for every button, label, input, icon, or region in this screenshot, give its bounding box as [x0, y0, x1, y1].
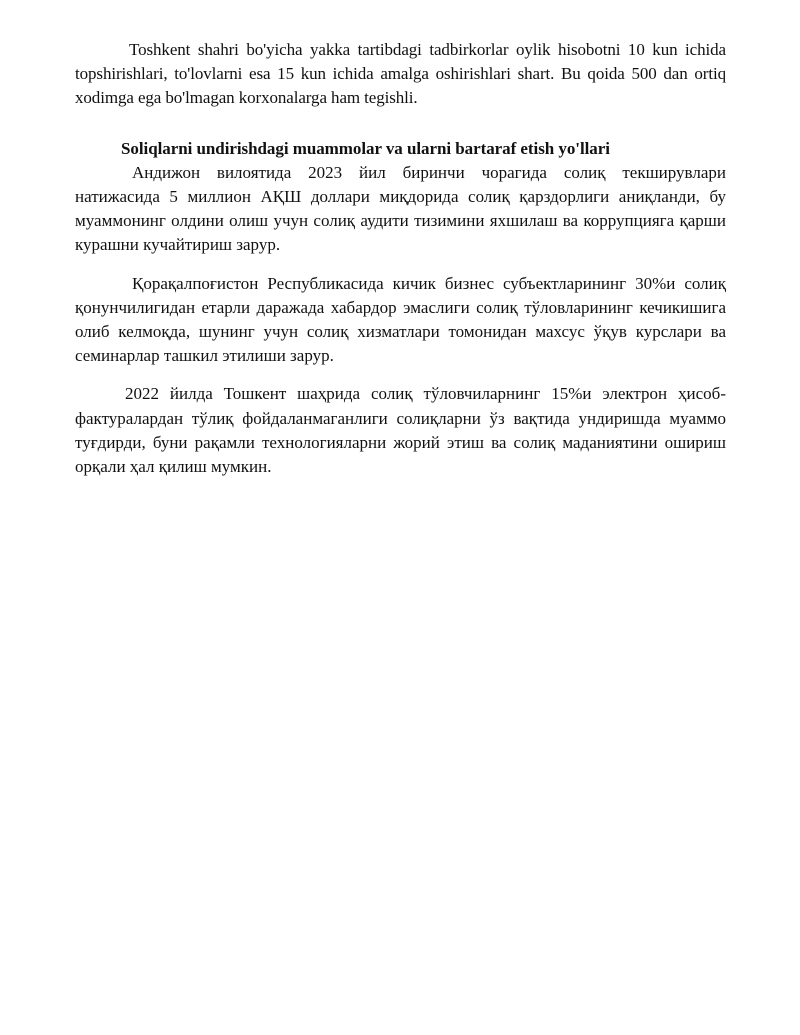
section-heading: Soliqlarni undirishdagi muammolar va ularni bartaraf etish yo'llari	[121, 138, 610, 158]
document-page	[75, 38, 726, 479]
paragraph-karakalpakstan-business: Қорақалпоғистон Республикасида кичик бизнес субъектларининг 30%и солиқ қонунчилигидан етарли даражада хабардор эмаслиги солиқ тўловларининг кечикишига олиб келмоқда, шунинг учун солиқ хизматлари томонидан махсус ўқув курслари ва семинарлар ташкил этилиши зарур.	[75, 273, 726, 366]
paragraph-andijan-audit: Андижон вилоятида 2023 йил биринчи чорагида солиқ текширувлари натижасида 5 миллион АҚШ доллари миқдорида солиқ қарздорлиги аниқланди, бу муаммонинг олдини олиш учун солиқ аудити тизимини яхшилаш ва коррупцияга қарши курашни кучайтириш зарур.	[75, 162, 726, 255]
paragraph-tashkent-einvoice: 2022 йилда Тошкент шаҳрида солиқ тўловчиларнинг 15%и электрон ҳисоб-фактуралардан тўлиқ фойдаланмаганлиги солиқларни ўз вақтида ундиришда муаммо туғдирди, буни рақамли технологияларни жорий этиш ва солиқ маданиятини ошириш орқали ҳал қилиш мумкин.	[75, 384, 726, 477]
paragraph-tashkent-reporting: Toshkent shahri bo'yicha yakka tartibdagi tadbirkorlar oylik hisobotni 10 kun ichida topshirishlari, to'lovlarni esa 15 kun ichida amalga oshirishlari shart. Bu qoida 500 dan ortiq xodimga ega bo'lmagan korxonalarga ham tegishli.	[75, 40, 726, 108]
